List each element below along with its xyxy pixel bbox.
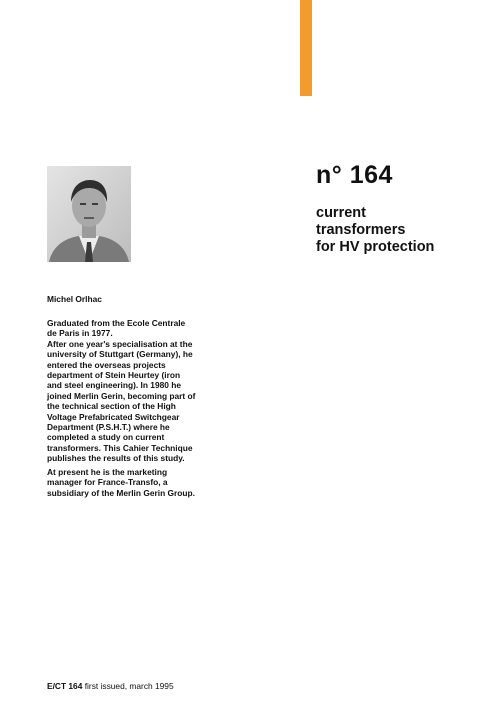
title-line: current [316, 205, 366, 221]
footer-issued: first issued, march 1995 [84, 681, 174, 691]
author-portrait [47, 166, 131, 262]
document-title [316, 205, 496, 256]
document-number: n° 164 [316, 161, 393, 189]
author-bio [47, 318, 197, 501]
footer-code: E/CT 164 [47, 681, 83, 691]
accent-bar [300, 0, 312, 96]
bio-paragraph: At present he is the marketing manager for France-Transfo, a subsidiary of the Merlin Gerin Group. [47, 466, 195, 498]
title-line: for HV protection [316, 239, 435, 255]
author-name: Michel Orlhac [47, 294, 102, 304]
title-line: transformers [316, 222, 406, 238]
bio-paragraph: Graduated from the Ecole Centrale de Paris in 1977. [47, 318, 186, 339]
bio-paragraph: After one year's specialisation at the university of Stuttgart (Germany), he entered the overseas projects department of Stein Heurtey (iron and steel engineering). In 1980 he joined Merlin Gerin, becoming part of the technical section of the High Voltage Prefabricated Switchgear Department (P.S.H.T.) where he completed a study on current transformers. This Cahier Technique publishes the results of this study. [47, 338, 196, 464]
footer-issue-note [47, 681, 174, 691]
